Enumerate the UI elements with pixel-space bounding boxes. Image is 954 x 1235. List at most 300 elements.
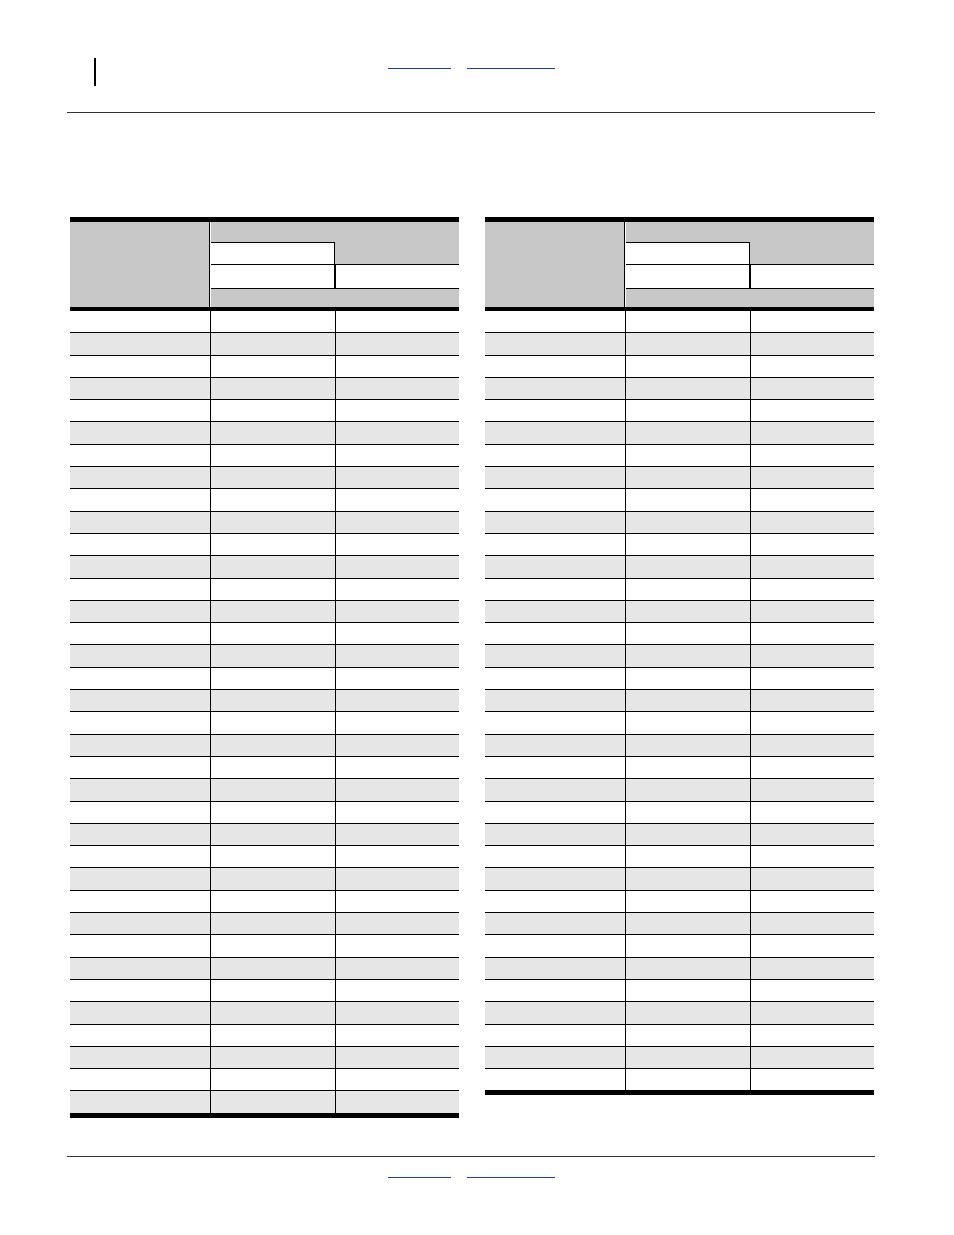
table-row [485,445,874,467]
table-cell [626,556,751,577]
table-cell [211,556,336,577]
table-cell [751,980,874,1001]
table-cell [336,712,459,733]
table-row [70,824,459,846]
table-cell [751,1047,874,1068]
table-cell [485,333,626,354]
table-cell [485,1069,626,1090]
table-cell [70,556,211,577]
table-cell [211,601,336,622]
table-cell [485,779,626,800]
table-row [70,489,459,511]
table-row [70,556,459,578]
table-row [485,579,874,601]
table-row [485,556,874,578]
table-cell [211,489,336,510]
table-cell [211,846,336,867]
table-cell [70,333,211,354]
header-link-2[interactable] [467,68,555,69]
table-row [70,668,459,690]
table-cell [336,311,459,332]
table-cell [626,333,751,354]
table-cell [211,690,336,711]
table-cell [751,891,874,912]
table-cell [485,556,626,577]
table-cell [751,378,874,399]
table-row [70,445,459,467]
table-cell [485,757,626,778]
table-cell [336,824,459,845]
table-cell [751,467,874,488]
footer-rule [67,1156,875,1157]
table-row [70,980,459,1002]
table-row [70,356,459,378]
table-row [70,512,459,534]
table-cell [211,400,336,421]
table-bottom-rule [70,1114,459,1118]
table-cell [211,1025,336,1046]
table-cell [336,735,459,756]
table-row [485,534,874,556]
table-cell [70,378,211,399]
table-cell [70,1069,211,1090]
table-row [70,601,459,623]
table-cell [626,623,751,644]
header-cell-sub-a [211,242,335,264]
table-cell [70,668,211,689]
table-cell [485,958,626,979]
table-cell [626,958,751,979]
table-row [70,802,459,824]
table-row [485,467,874,489]
table-row [485,958,874,980]
table-cell [336,422,459,443]
table-cell [485,846,626,867]
table-cell [211,422,336,443]
table-row [70,757,459,779]
table-cell [211,891,336,912]
table-cell [336,400,459,421]
table-cell [751,623,874,644]
table-cell [336,579,459,600]
table-cell [751,690,874,711]
table-header [70,222,459,307]
table-cell [626,935,751,956]
table-cell [751,757,874,778]
table-cell [626,690,751,711]
table-cell [485,868,626,889]
table-cell [211,311,336,332]
table-cell [626,601,751,622]
table-cell [485,712,626,733]
table-cell [626,668,751,689]
table-cell [70,1091,211,1112]
table-cell [751,802,874,823]
table-row [70,935,459,957]
table-cell [336,980,459,1001]
table-row [70,958,459,980]
table-cell [751,579,874,600]
table-row [485,1069,874,1091]
table-cell [626,422,751,443]
table-row [70,467,459,489]
table-cell [485,623,626,644]
table-row [485,489,874,511]
table-cell [626,891,751,912]
table-row [485,712,874,734]
table-row [485,601,874,623]
table-cell [336,645,459,666]
table-cell [751,958,874,979]
table-cell [485,489,626,510]
table-cell [626,534,751,555]
table-cell [70,400,211,421]
table-cell [626,311,751,332]
table-row [485,623,874,645]
table-cell [336,690,459,711]
header-cell-sub-b [750,242,874,264]
table-cell [626,824,751,845]
header-rule [67,112,875,113]
table-cell [751,601,874,622]
table-cell [211,868,336,889]
table-row [485,846,874,868]
table-cell [485,601,626,622]
table-row [70,378,459,400]
table-cell [70,422,211,443]
table-cell [626,1047,751,1068]
table-row [485,1025,874,1047]
table-cell [211,445,336,466]
table-row [70,735,459,757]
table-cell [336,846,459,867]
table-row [485,891,874,913]
table-cell [336,891,459,912]
table-cell [70,512,211,533]
table-cell [336,802,459,823]
table-cell [211,1069,336,1090]
table-cell [211,333,336,354]
table-cell [336,1091,459,1112]
table-cell [70,846,211,867]
table-cell [485,935,626,956]
table-cell [751,735,874,756]
table-cell [751,913,874,934]
table-row [70,712,459,734]
table-cell [70,824,211,845]
table-cell [626,980,751,1001]
table-cell [70,579,211,600]
table-cell [626,512,751,533]
table-row [70,623,459,645]
table-cell [336,512,459,533]
table-cell [70,958,211,979]
table-cell [626,779,751,800]
table-cell [336,445,459,466]
table-cell [751,422,874,443]
table-cell [336,1002,459,1023]
table-row [485,735,874,757]
table-row [485,333,874,355]
table-cell [336,1069,459,1090]
table-row [485,757,874,779]
table-cell [211,980,336,1001]
table-row [485,913,874,935]
table-cell [70,623,211,644]
table-cell [211,467,336,488]
table-cell [626,712,751,733]
table-cell [211,802,336,823]
table-row [485,779,874,801]
table-cell [70,356,211,377]
table-cell [70,913,211,934]
table-cell [626,913,751,934]
table-cell [211,1091,336,1112]
table-row [485,668,874,690]
table-cell [485,802,626,823]
table-cell [626,802,751,823]
table-cell [485,445,626,466]
table-cell [626,1025,751,1046]
table-cell [211,623,336,644]
table-cell [751,512,874,533]
table-header [485,222,874,307]
table-cell [485,824,626,845]
table-row [70,846,459,868]
table-cell [336,1025,459,1046]
table-cell [485,534,626,555]
table-cell [70,1025,211,1046]
table-row [70,779,459,801]
table-cell [485,378,626,399]
table-row [485,422,874,444]
table-row [70,1002,459,1024]
data-table-left [70,217,459,1118]
table-row [485,868,874,890]
table-cell [70,534,211,555]
table-cell [211,512,336,533]
table-row [485,378,874,400]
table-cell [336,868,459,889]
table-cell [336,467,459,488]
table-cell [336,534,459,555]
table-cell [336,556,459,577]
table-row [70,311,459,333]
table-row [485,690,874,712]
table-row [485,1002,874,1024]
table-cell [70,467,211,488]
table-cell [485,311,626,332]
header-divider [749,264,751,289]
table-row [70,690,459,712]
header-divider [334,264,336,289]
table-row [70,913,459,935]
table-cell [626,467,751,488]
table-cell [751,556,874,577]
table-cell [751,489,874,510]
table-row [70,422,459,444]
table-row [485,935,874,957]
table-cell [211,579,336,600]
table-cell [336,958,459,979]
table-cell [211,1002,336,1023]
table-row [70,1025,459,1047]
data-table-right [485,217,874,1095]
table-row [70,579,459,601]
table-cell [211,935,336,956]
table-row [70,400,459,422]
table-cell [211,913,336,934]
table-cell [211,645,336,666]
table-cell [626,445,751,466]
table-cell [485,512,626,533]
header-cell-sub-a [626,242,750,264]
header-cell-unit [626,289,874,307]
table-cell [70,735,211,756]
table-bottom-rule [485,1091,874,1095]
table-cell [626,356,751,377]
table-cell [70,601,211,622]
table-cell [70,779,211,800]
header-cell-col0 [485,222,625,307]
table-cell [751,311,874,332]
table-cell [211,534,336,555]
table-cell [751,824,874,845]
table-row [70,1047,459,1069]
table-row [485,400,874,422]
table-cell [70,891,211,912]
table-cell [336,779,459,800]
table-row [485,311,874,333]
table-cell [70,445,211,466]
table-cell [336,1047,459,1068]
table-cell [485,735,626,756]
table-cell [626,757,751,778]
table-cell [485,400,626,421]
table-cell [626,846,751,867]
table-row [70,1091,459,1113]
table-row [70,645,459,667]
table-cell [626,489,751,510]
footer-link-2[interactable] [467,1177,555,1178]
header-cell-group [626,222,874,242]
table-row [485,802,874,824]
table-cell [211,712,336,733]
table-cell [751,1069,874,1090]
table-cell [485,980,626,1001]
table-cell [485,1047,626,1068]
footer-link-1[interactable] [388,1177,451,1178]
table-cell [751,534,874,555]
header-cell-group [211,222,459,242]
table-cell [751,445,874,466]
table-cell [751,868,874,889]
table-row [70,891,459,913]
table-cell [626,1069,751,1090]
table-cell [336,356,459,377]
header-cell-unit [211,289,459,307]
table-cell [336,623,459,644]
table-cell [211,958,336,979]
change-bar [94,58,96,86]
table-cell [751,1002,874,1023]
table-cell [751,846,874,867]
table-cell [751,645,874,666]
table-row [70,333,459,355]
table-row [485,1047,874,1069]
table-cell [211,378,336,399]
table-cell [626,868,751,889]
table-cell [211,757,336,778]
table-cell [751,400,874,421]
table-cell [751,779,874,800]
table-cell [336,757,459,778]
table-row [485,645,874,667]
table-cell [70,311,211,332]
table-cell [211,824,336,845]
table-cell [485,690,626,711]
table-cell [751,1025,874,1046]
table-cell [485,668,626,689]
header-link-1[interactable] [388,68,451,69]
header-cell-sub-b [335,242,459,264]
table-cell [751,712,874,733]
table-cell [336,378,459,399]
table-cell [485,645,626,666]
table-cell [70,802,211,823]
table-cell [70,980,211,1001]
table-row [485,980,874,1002]
table-cell [336,601,459,622]
table-cell [211,356,336,377]
table-cell [751,333,874,354]
header-cell-col0 [70,222,210,307]
table-row [70,1069,459,1091]
table-cell [70,690,211,711]
table-cell [485,891,626,912]
table-cell [70,712,211,733]
table-cell [626,579,751,600]
table-cell [336,913,459,934]
table-cell [485,913,626,934]
table-row [485,824,874,846]
table-cell [751,935,874,956]
table-cell [70,489,211,510]
table-row [70,868,459,890]
table-cell [626,735,751,756]
table-cell [336,935,459,956]
table-cell [211,668,336,689]
table-cell [626,400,751,421]
table-cell [485,1002,626,1023]
table-cell [751,356,874,377]
table-row [485,512,874,534]
table-cell [70,757,211,778]
table-cell [485,467,626,488]
table-cell [70,935,211,956]
table-cell [485,1025,626,1046]
table-cell [211,779,336,800]
table-cell [336,489,459,510]
table-cell [626,645,751,666]
table-cell [70,1047,211,1068]
table-cell [485,422,626,443]
table-cell [336,333,459,354]
table-cell [626,1002,751,1023]
table-cell [211,1047,336,1068]
table-row [70,534,459,556]
table-cell [211,735,336,756]
